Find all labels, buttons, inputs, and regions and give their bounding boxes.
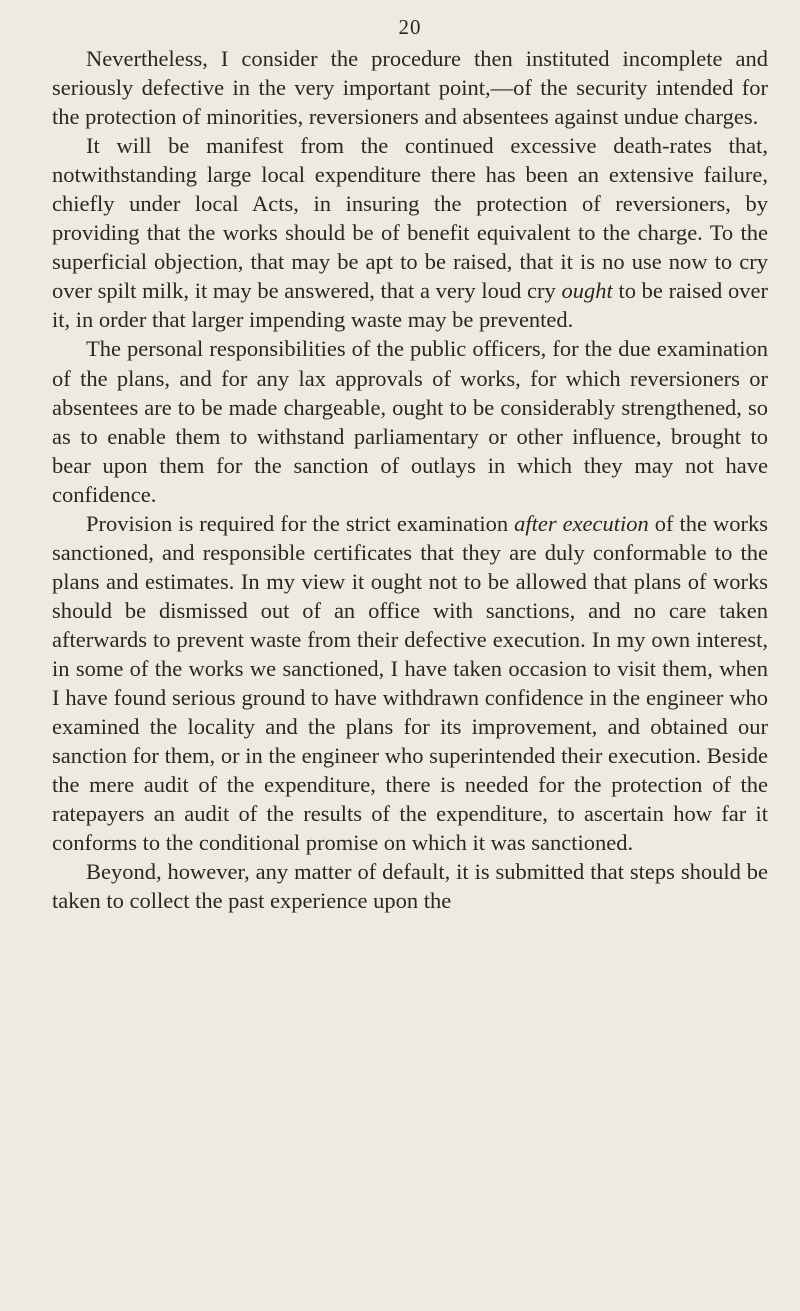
italic-after-execution: after execution (514, 510, 649, 536)
paragraph-beyond-text: Beyond, however, any matter of default, it is submitted that steps should be taken to collect the past experience upon the (52, 859, 768, 914)
paragraph-provision-text-end: of the works sanctioned, and responsible certificates that they are duly conformable to the plans and estimates. In my view it ought not to be allowed that plans of works should be dismissed out of an office with sanctions, and no care taken afterwards to prevent waste from their defective execution. In my own interest, in some of the works we sanctioned, I have taken occasion to visit them, when I have found serious ground to have withdrawn confidence in the engineer who examined the locality and the plans for its improvement, and obtained our sanction for them, or in the engineer who superintended their execution. Beside the mere audit of the expenditure, there is needed for the protection of the ratepayers an audit of the results of the expenditure, to ascertain how far it conforms to the conditional promise on which it was sanctioned. (52, 510, 768, 856)
paragraph-death-rates-text-end: to be raised over it, in order that larger impending waste may be prevented. (52, 278, 768, 333)
body-text (52, 44, 768, 915)
paragraph-procedure (52, 44, 768, 131)
italic-ought: ought (561, 278, 613, 304)
paragraph-death-rates-text: It will be manifest from the continued excessive death-rates that, notwithstanding large local expenditure there has been an extensive failure, chiefly under local Acts, in insuring the protection of reversioners, by providing that the works should be of benefit equivalent to the charge. To the superficial objection, that may be apt to be raised, that it is no use now to cry over spilt milk, it may be answered, that a very loud cry (52, 133, 768, 304)
paragraph-procedure-text: Nevertheless, I consider the procedure then instituted incomplete and seriously defective in the very important point,—of the security intended for the protection of minorities, reversioners and absentees against undue charges. (52, 46, 768, 130)
paragraph-responsibilities-text: The personal responsibilities of the public officers, for the due examination of the plans, and for any lax approvals of works, for which reversioners or absentees are to be made chargeable, ought to be considerably strengthened, so as to enable them to withstand parliamentary or other influence, brought to bear upon them for the sanction of outlays in which they may not have confidence. (52, 336, 768, 507)
paragraph-responsibilities (52, 334, 768, 508)
paragraph-provision-text: Provision is required for the strict examination (86, 510, 515, 536)
paragraph-death-rates (52, 131, 768, 334)
page-number: 20 (398, 15, 422, 39)
paragraph-provision (52, 509, 768, 858)
paragraph-beyond (52, 857, 768, 915)
